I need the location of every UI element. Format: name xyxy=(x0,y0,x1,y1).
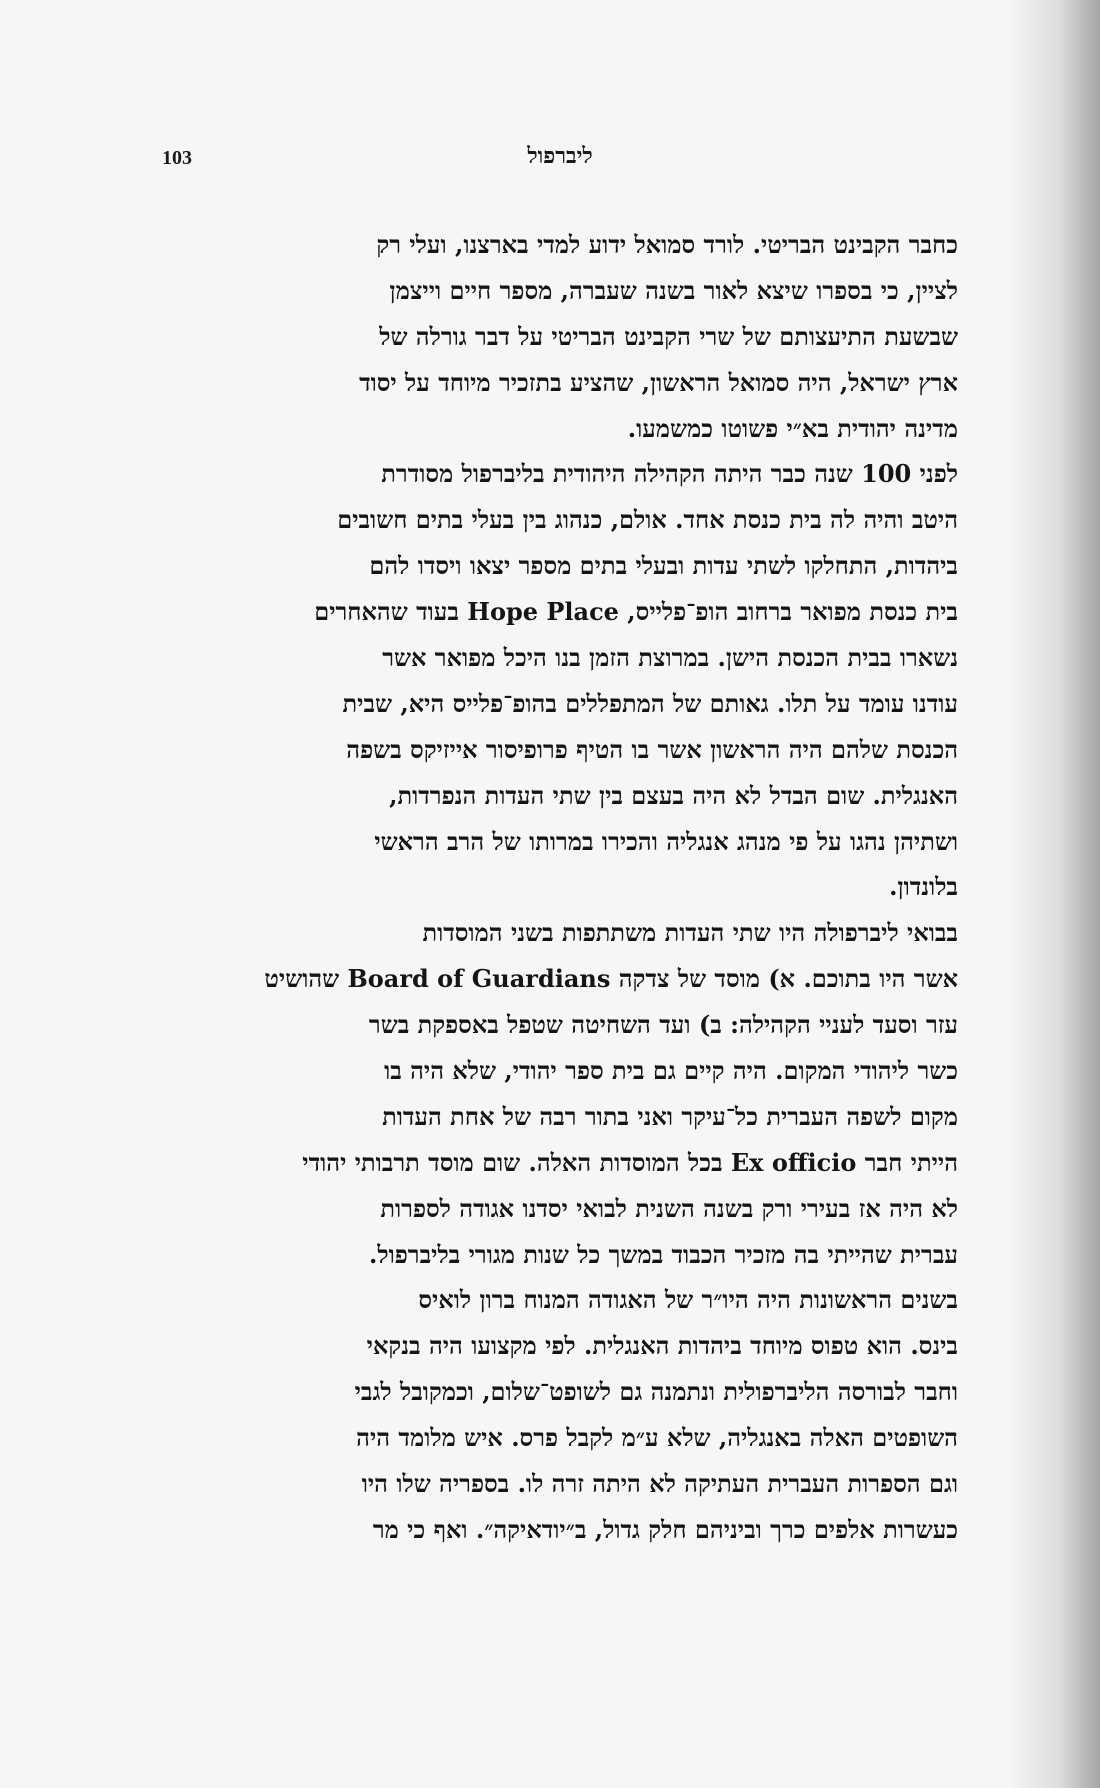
text-line: בבואי ליברפולה היו שתי העדות משתתפות בשני המוסדות xyxy=(422,918,958,948)
text-line: ארץ ישראל, היה סמואל הראשון, שהציע בתזכיר מיוחד על יסוד xyxy=(359,367,958,397)
text-line: לציין, כי בספרו שיצא לאור בשנה שעברה, מספר חיים וייצמן xyxy=(389,275,958,305)
text-line: עזר וסעד לעניי הקהילה: ב) ועד השחיטה שטפל באספקת בשר xyxy=(368,1010,958,1040)
text-line: בלונדון. xyxy=(889,872,958,902)
text-line: מקום לשפה העברית כל־עיקר ואני בתור רבה של אחת העדות xyxy=(382,1101,958,1131)
text-line: האנגלית. שום הבדל לא היה בעצם בין שתי העדות הנפרדות, xyxy=(389,780,958,810)
text-line: בית כנסת מפואר ברחוב הופ־פלייס, Hope Place בעוד שהאחרים xyxy=(314,597,958,627)
text-line: ושתיהן נהגו על פי מנהג אנגליה והכירו במרותו של הרב הראשי xyxy=(374,826,958,856)
text-line: לפני 100 שנה כבר היתה הקהילה היהודית בליברפול מסודרת xyxy=(381,459,958,489)
text-line: היטב והיה לה בית כנסת אחד. אולם, כנהוג בין בעלי בתים חשובים xyxy=(337,505,958,535)
text-line: לא היה אז בעירי ורק בשנה השנית לבואי יסדנו אגודה לספרות xyxy=(380,1193,958,1223)
page-edge-shadow xyxy=(1010,0,1100,1788)
text-line: כשר ליהודי המקום. היה קיים גם בית ספר יהודי, שלא היה בו xyxy=(384,1056,958,1086)
text-line: בשנים הראשונות היה היו״ר של האגודה המנוח ברון לואיס xyxy=(418,1285,958,1315)
text-line: נשארו בבית הכנסת הישן. במרוצת הזמן בנו היכל מפואר אשר xyxy=(382,643,958,673)
text-line: הכנסת שלהם היה הראשון אשר בו הטיף פרופיסור אייזיקס בשפה xyxy=(346,734,958,764)
body-text xyxy=(158,222,958,1553)
page-number: 103 xyxy=(162,147,192,169)
text-line: הייתי חבר Ex officio בכל המוסדות האלה. שום מוסד תרבותי יהודי xyxy=(302,1147,958,1177)
text-line: שבשעת התיעצותם של שרי הקבינט הבריטי על דבר גורלה של xyxy=(379,321,958,351)
running-title: ליברפול xyxy=(527,143,593,169)
text-line: וחבר לבורסה הליברפולית ונתמנה גם לשופט־שלום, וכמקובל לגבי xyxy=(354,1377,958,1407)
text-line: כעשרות אלפים כרך וביניהם חלק גדול, ב״יודאיקה״. ואף כי מר xyxy=(372,1514,958,1544)
text-line: אשר היו בתוכם. א) מוסד של צדקה Board of Guardians שהושיט xyxy=(264,964,958,994)
text-line: בינס. הוא טפוס מיוחד ביהדות האנגלית. לפי מקצועו היה בנקאי xyxy=(366,1331,958,1361)
text-line: ביהדות, התחלקו לשתי עדות ובעלי בתים מספר יצאו ויסדו להם xyxy=(369,551,958,581)
text-line: כחבר הקבינט הבריטי. לורד סמואל ידוע למדי בארצנו, ועלי רק xyxy=(376,230,958,259)
text-line: עברית שהייתי בה מזכיר הכבוד במשך כל שנות מגורי בליברפול. xyxy=(369,1239,958,1269)
page-header xyxy=(160,143,960,183)
text-line: וגם הספרות העברית העתיקה לא היתה זרה לו. בספריה שלו היו xyxy=(361,1469,958,1499)
text-line: השופטים האלה באנגליה, שלא ע״מ לקבל פרס. איש מלומד היה xyxy=(356,1423,958,1453)
text-line: עודנו עומד על תלו. גאותם של המתפללים בהופ־פלייס היא, שבית xyxy=(342,688,958,718)
text-line: מדינה יהודית בא״י פשוטו כמשמעו. xyxy=(627,413,958,443)
